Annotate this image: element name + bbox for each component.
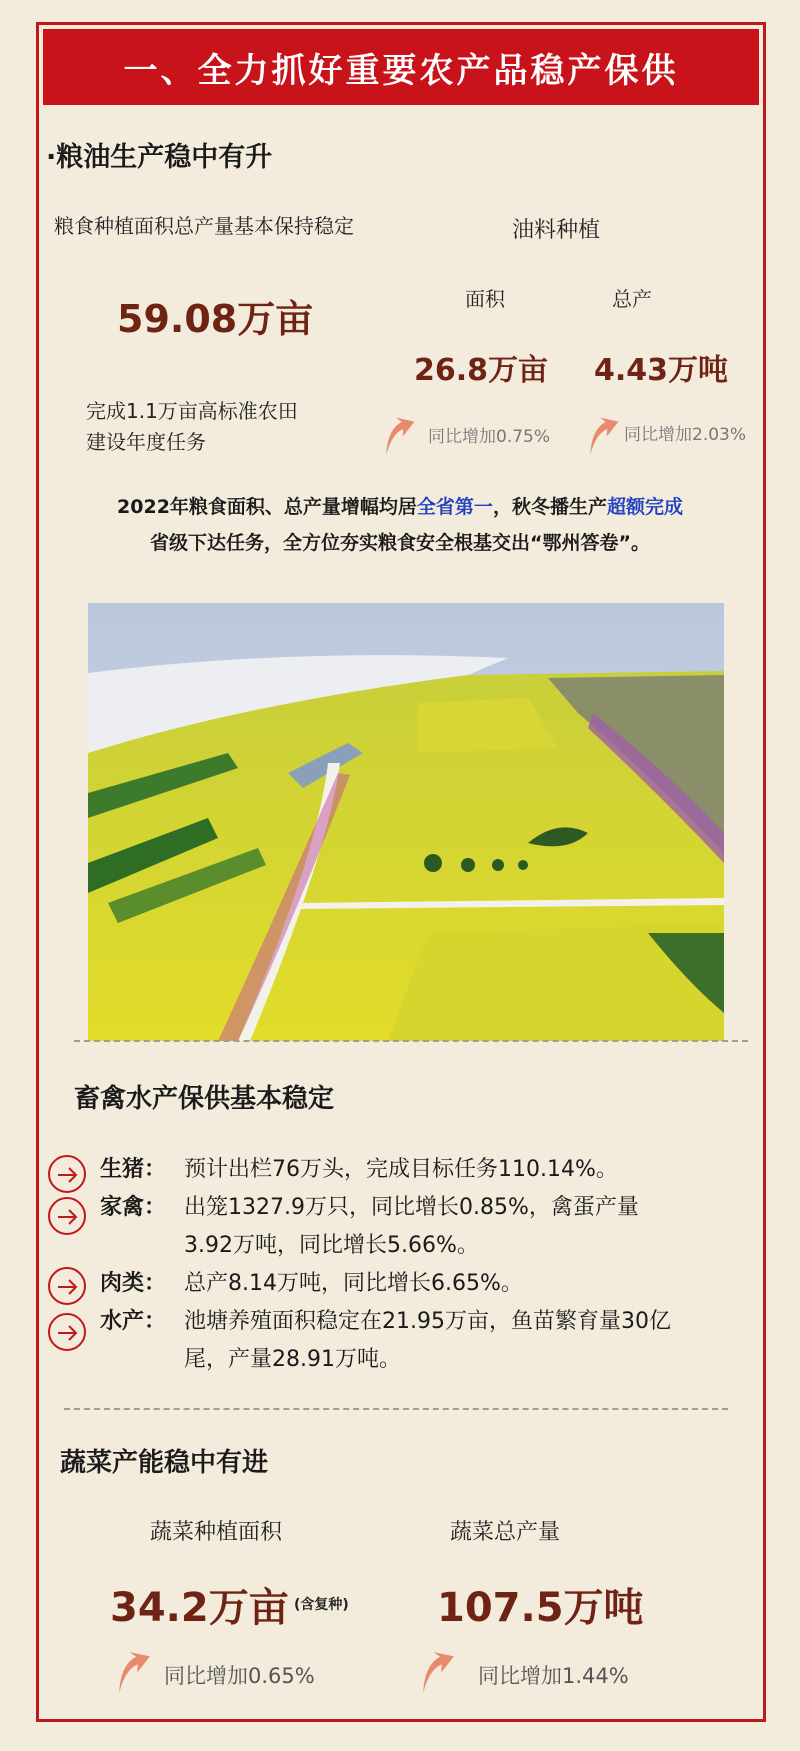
livestock-item-poultry bbox=[100, 1190, 639, 1221]
up-arrow-icon bbox=[412, 1650, 460, 1696]
section-divider bbox=[74, 1040, 748, 1042]
grain-summary-line1 bbox=[40, 490, 760, 524]
oil-output-label: 总产 bbox=[612, 287, 652, 311]
oil-label: 油料种植 bbox=[512, 218, 601, 243]
vegetable-area-change: 同比增加0.65% bbox=[164, 1664, 315, 1688]
livestock-item-poultry-cont: 3.92万吨，同比增长5.66%。 bbox=[184, 1233, 479, 1258]
up-arrow-icon bbox=[376, 416, 420, 458]
right-arrow-circle-icon bbox=[48, 1313, 86, 1351]
oil-area-value: 26.8万亩 bbox=[414, 353, 549, 388]
summary-text-2: ，秋冬播生产 bbox=[492, 496, 607, 518]
vegetable-output-label: 蔬菜总产量 bbox=[450, 1520, 561, 1545]
oil-output-value: 4.43万吨 bbox=[594, 353, 729, 388]
oil-area-change: 同比增加0.75% bbox=[428, 427, 551, 447]
livestock-text: 出笼1327.9万只，同比增长0.85%，禽蛋产量 bbox=[184, 1195, 639, 1220]
livestock-key: 水产： bbox=[100, 1309, 167, 1334]
right-arrow-circle-icon bbox=[48, 1155, 86, 1193]
summary-highlight-2: 超额完成 bbox=[606, 496, 683, 518]
section-heading-grain-oil: ·粮油生产稳中有升 bbox=[46, 142, 273, 173]
livestock-key: 生猪： bbox=[100, 1157, 167, 1182]
oil-area-label: 面积 bbox=[465, 287, 505, 311]
livestock-text: 预计出栏76万头，完成目标任务110.14%。 bbox=[184, 1157, 618, 1182]
vegetable-output-change: 同比增加1.44% bbox=[478, 1664, 629, 1688]
livestock-text: 池塘养殖面积稳定在21.95万亩，鱼苗繁育量30亿 bbox=[184, 1309, 671, 1334]
livestock-item-aquatic bbox=[100, 1304, 671, 1335]
livestock-item-meat bbox=[100, 1266, 523, 1297]
livestock-item-pig bbox=[100, 1152, 618, 1183]
livestock-key: 家禽： bbox=[100, 1195, 167, 1220]
up-arrow-icon bbox=[580, 416, 624, 458]
livestock-key: 肉类： bbox=[100, 1271, 167, 1296]
section-divider bbox=[64, 1408, 728, 1410]
vegetable-area-value: 34.2万亩 bbox=[110, 1585, 289, 1631]
grain-label: 粮食种植面积总产量基本保持稳定 bbox=[54, 214, 354, 238]
oil-output-change: 同比增加2.03% bbox=[624, 425, 747, 445]
summary-highlight-1: 全省第一 bbox=[416, 496, 493, 518]
vegetable-output-value: 107.5万吨 bbox=[437, 1585, 644, 1631]
page-banner bbox=[43, 29, 759, 105]
livestock-text: 总产8.14万吨，同比增长6.65%。 bbox=[184, 1271, 523, 1296]
rapeseed-field-photo bbox=[88, 603, 724, 1041]
vegetable-area-note: (含复种) bbox=[294, 1597, 349, 1613]
vegetable-area-label: 蔬菜种植面积 bbox=[150, 1520, 283, 1545]
section-heading-vegetables: 蔬菜产能稳中有进 bbox=[60, 1448, 269, 1478]
section-heading-livestock: 畜禽水产保供基本稳定 bbox=[74, 1084, 335, 1114]
right-arrow-circle-icon bbox=[48, 1267, 86, 1305]
grain-value: 59.08万亩 bbox=[117, 297, 314, 341]
summary-text-1: 2022年粮食面积、总产量增幅均居 bbox=[117, 496, 417, 518]
banner-title: 一、全力抓好重要农产品稳产保供 bbox=[123, 50, 679, 91]
grain-note-line2: 建设年度任务 bbox=[86, 430, 206, 454]
livestock-item-aquatic-cont: 尾，产量28.91万吨。 bbox=[184, 1347, 401, 1372]
right-arrow-circle-icon bbox=[48, 1197, 86, 1235]
grain-note-line1: 完成1.1万亩高标准农田 bbox=[86, 399, 298, 423]
up-arrow-icon bbox=[108, 1650, 156, 1696]
grain-summary-line2: 省级下达任务，全方位夯实粮食安全根基交出“鄂州答卷”。 bbox=[150, 532, 650, 554]
